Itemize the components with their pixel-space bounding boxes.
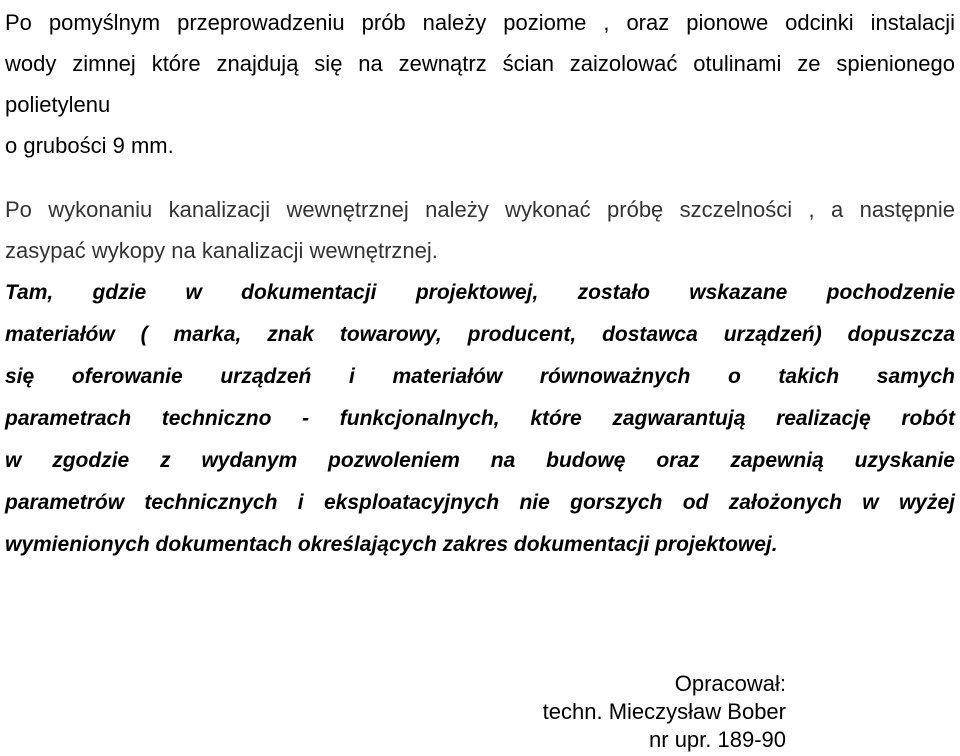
- text-line: wymienionych dokumentach określających zakres dokumentacji projektowej.: [5, 533, 778, 556]
- text-line: Tam, gdzie w dokumentacji projektowej, zostało wskazane pochodzenie: [5, 281, 955, 304]
- text-line: się oferowanie urządzeń i materiałów równoważnych o takich samych: [5, 365, 955, 388]
- text-line: polietylenu: [5, 92, 111, 117]
- paragraph-equivalent-materials: [5, 272, 955, 566]
- text-line: o grubości 9 mm.: [5, 133, 174, 158]
- signature-name: techn. Mieczysław Bober: [542, 699, 786, 724]
- paragraph-insulation: [5, 2, 955, 166]
- text-line: parametrów technicznych i eksploatacyjnych nie gorszych od założonych w wyżej: [5, 491, 955, 514]
- text-line: materiałów ( marka, znak towarowy, producent, dostawca urządzeń) dopuszcza: [5, 323, 955, 346]
- text-line: Po wykonaniu kanalizacji wewnętrznej należy wykonać próbę szczelności , a następnie: [5, 197, 955, 222]
- paragraph-sewage: [5, 189, 955, 271]
- signature-license: nr upr. 189-90: [649, 727, 786, 752]
- text-line: parametrach techniczno - funkcjonalnych, które zagwarantują realizację robót: [5, 407, 955, 430]
- signature-block: [543, 670, 786, 754]
- text-line: wody zimnej które znajdują się na zewnątrz ścian zaizolować otulinami ze spienionego: [5, 51, 955, 76]
- text-line: Po pomyślnym przeprowadzeniu prób należy poziome , oraz pionowe odcinki instalacji: [5, 10, 955, 35]
- signature-label: Opracował:: [674, 671, 786, 696]
- text-line: w zgodzie z wydanym pozwoleniem na budowę oraz zapewnią uzyskanie: [5, 449, 955, 472]
- text-line: zasypać wykopy na kanalizacji wewnętrznej.: [5, 238, 438, 263]
